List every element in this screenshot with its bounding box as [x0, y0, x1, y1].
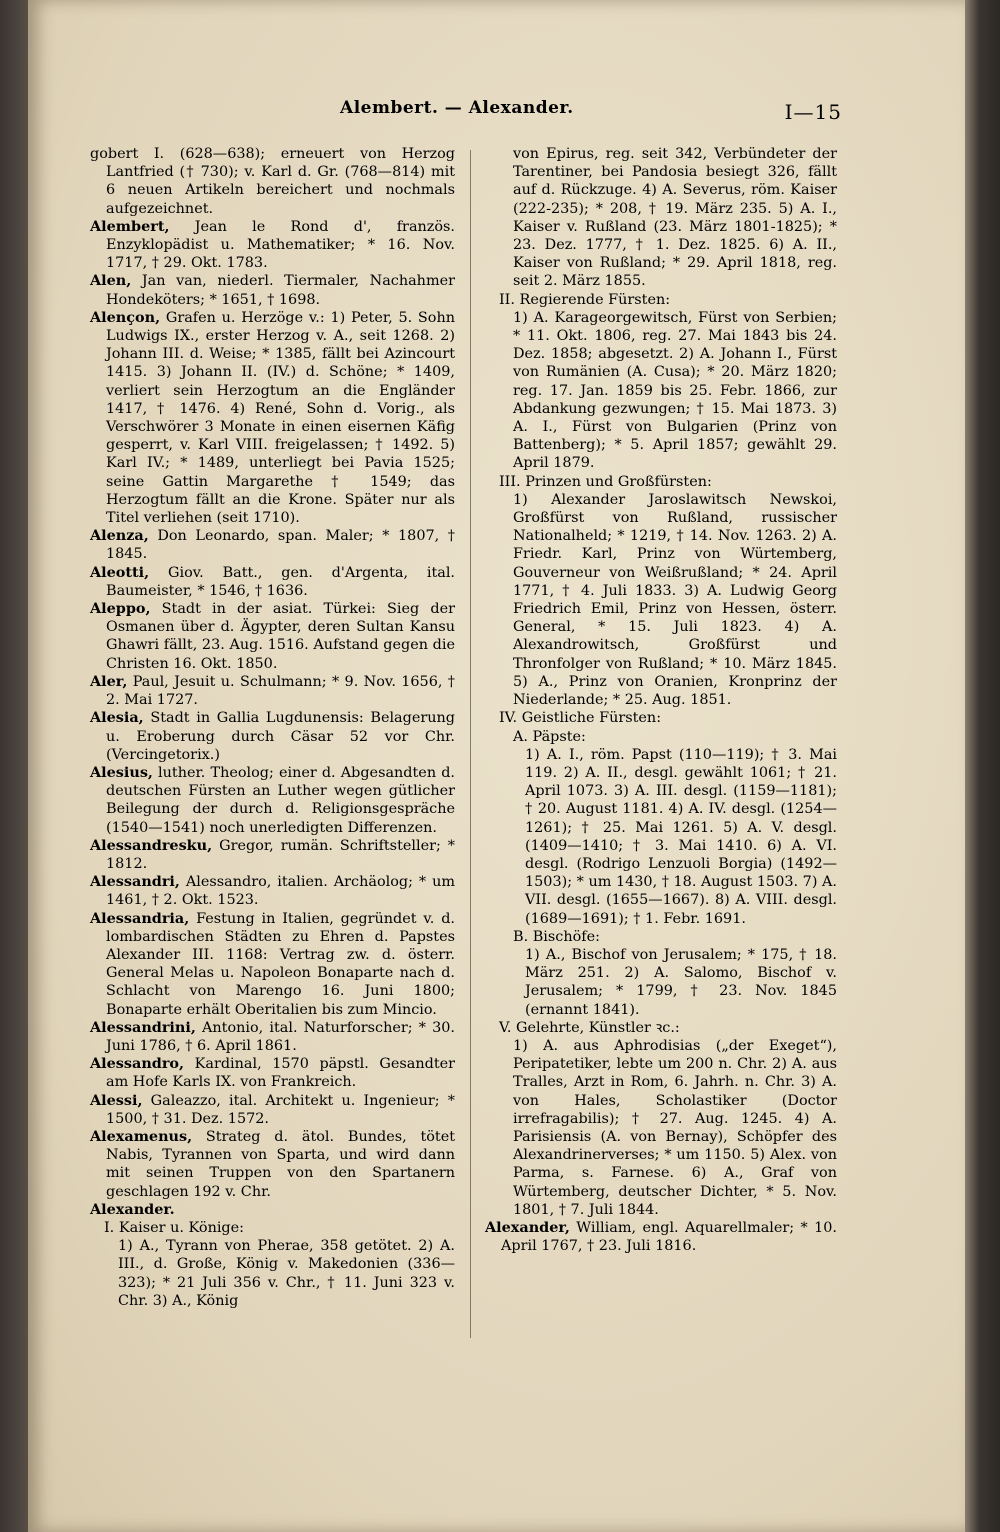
dictionary-entry [485, 291, 837, 309]
entry-text: luther. Theolog; einer d. Abgesandten d. deutschen Fürsten an Luther wegen gütlicher Beilegung der durch d. Religionsgespräche (1540—1541) noch unerledigten Differenzen. [106, 764, 455, 836]
entry-headword: Alexander. [90, 1200, 175, 1218]
entry-headword: Alesius, [90, 763, 153, 781]
entry-text: II. Regierende Fürsten: [499, 291, 671, 308]
dictionary-entry [485, 709, 837, 727]
entry-text: A. Päpste: [513, 728, 586, 745]
entry-headword: Alessi, [90, 1091, 143, 1109]
entry-text: Stadt in Gallia Lugdunensis: Belagerung u. Eroberung durch Cäsar 52 vor Chr. (Vercingetorix.) [106, 710, 455, 763]
entry-text: 1) A. aus Aphrodisias („der Exeget“), Peripatetiker, lebte um 200 n. Chr. 2) A. aus Tralles, Arzt in Rom, 6. Jahrh. n. Chr. 3) A. von Hales, Scholastiker (Doctor irrefragabilis); † 27. Aug. 1245. 4) A. Parisiensis (A. von Bernay), Schöpfer des Alexandrinerverses; * um 1150. 5) Alex. von Parma, s. Farnese. 6) A., Graf von Würtemberg, deutscher Dichter, * 5. Nov. 1801, † 7. Juli 1844. [513, 1037, 837, 1218]
dictionary-entry [485, 1037, 837, 1219]
entry-headword: Alexamenus, [90, 1127, 193, 1145]
right-column [485, 145, 837, 1255]
entry-text: IV. Geistliche Fürsten: [499, 710, 662, 727]
dictionary-entry [485, 928, 837, 946]
book-binding [0, 0, 30, 1532]
dictionary-entry [485, 946, 837, 1019]
entry-text: 1) A. I., röm. Papst (110—119); † 3. Mai 119. 2) A. II., desgl. gewählt 1061; † 21. April 1073. 3) A. III. desgl. (1159—1181); † 20. August 1181. 4) A. IV. desgl. (1254—1261); † 25. Mai 1261. 5) A. V. desgl. (1409—1410; † 3. Mai 1410. 6) A. VI. desgl. (Rodrigo Lenzuoli Borgia) (1492—1503); * um 1430, † 18. August 1503. 7) A. VII. desgl. (1655—1667). 8) A. VIII. desgl. (1689—1691); † 1. Febr. 1691. [525, 746, 837, 927]
entry-text: V. Gelehrte, Künstler ꝛc.: [499, 1019, 680, 1036]
entry-text: Gregor, rumän. Schriftsteller; * 1812. [106, 837, 455, 872]
entry-headword: Alesia, [90, 709, 144, 727]
entry-headword: Alexander, [485, 1218, 570, 1236]
entry-headword: Aleppo, [90, 600, 151, 618]
dictionary-entry [90, 1201, 455, 1219]
dictionary-entry [485, 1019, 837, 1037]
entry-headword: Aleotti, [90, 563, 150, 581]
entry-text: Paul, Jesuit u. Schulmann; * 9. Nov. 1656, † 2. Mai 1727. [106, 673, 455, 709]
dictionary-entry [485, 491, 837, 709]
dictionary-entry [90, 1019, 455, 1055]
dictionary-entry [485, 728, 837, 746]
entry-headword: Alessandro, [90, 1055, 185, 1073]
entry-text: von Epirus, reg. seit 342, Verbündeter der Tarentiner, bei Pandosia besiegt 326, fällt auf d. Rückzuge. 4) A. Severus, röm. Kaiser (222-235); * 208, † 19. März 235. 5) A. I., Kaiser v. Rußland (23. März 1801-1825); * 23. Dez. 1777, † 1. Dez. 1825. 6) A. II., Kaiser von Rußland; * 29. April 1818, reg. seit 2. März 1855. [513, 146, 837, 290]
dictionary-entry [90, 218, 455, 273]
dictionary-entry [485, 309, 837, 473]
page-number: I—15 [784, 100, 842, 124]
entry-text: Grafen u. Herzöge v.: 1) Peter, 5. Sohn Ludwigs IX., erster Herzog v. A., seit 1268. 2) Johann III. d. Weise; * 1385, fällt bei Azincourt 1415. 3) Johann II. (IV.) d. Schöne; * 1409, verliert sein Herzogtum an die Engländer 1417, † 1476. 4) René, Sohn d. Vorig., als Verschwörer 3 Monate in einen eisernen Käfig gesperrt, v. Karl VIII. freigelassen; † 1492. 5) Karl IV.; * 1489, unterliegt bei Pavia 1525; seine Gattin Margarethe † 1549; das Herzogtum fällt an die Krone. Später nur als Titel verliehen (seit 1710). [106, 309, 455, 527]
entry-text: 1) A., Bischof von Jerusalem; * 175, † 18. März 251. 2) A. Salomo, Bischof v. Jerusalem; * 1799, † 23. Nov. 1845 (ernannt 1841). [525, 946, 837, 1018]
page-edge [965, 0, 1000, 1532]
dictionary-entry [90, 1219, 455, 1237]
entry-text: 1) A. Karageorgewitsch, Fürst von Serbien; * 11. Okt. 1806, reg. 27. Mai 1843 bis 24. Dez. 1858; abgesetzt. 2) A. Johann I., Fürst von Rumänien (A. Cusa); * 20. März 1820; reg. 17. Jan. 1859 bis 25. Febr. 1866, zur Abdankung gezwungen; † 15. Mai 1873. 3) A. I., Fürst von Bulgarien (Prinz von Battenberg); * 5. April 1857; gewählt 29. April 1879. [513, 309, 837, 472]
dictionary-entry [90, 873, 455, 909]
entry-text: Galeazzo, ital. Architekt u. Ingenieur; * 1500, † 31. Dez. 1572. [106, 1092, 455, 1127]
running-header [340, 98, 900, 124]
entry-text: gobert I. (628—638); erneuert von Herzog Lantfried († 730); v. Karl d. Gr. (768—814) mit 6 neuen Artikeln bereichert und nochmals aufgezeichnet. [90, 146, 455, 217]
dictionary-entry [90, 910, 455, 1019]
entry-text: Stadt in der asiat. Türkei: Sieg der Osmanen über d. Ägypter, deren Sultan Kansu Ghawri fällt, 23. Aug. 1516. Aufstand gegen die Christen 16. Okt. 1850. [106, 601, 455, 672]
dictionary-entry [90, 145, 455, 218]
dictionary-entry [485, 473, 837, 491]
entry-text: Giov. Batt., gen. d'Argenta, ital. Baumeister, * 1546, † 1636. [106, 564, 455, 599]
dictionary-entry [90, 1237, 455, 1310]
entry-headword: Alembert, [90, 217, 170, 235]
left-column [90, 145, 455, 1310]
entry-text: III. Prinzen und Großfürsten: [499, 473, 712, 490]
entry-headword: Alessandri, [90, 873, 180, 891]
dictionary-entry [90, 709, 455, 764]
dictionary-entry [90, 564, 455, 600]
entry-headword: Alen, [90, 272, 132, 290]
dictionary-entry [90, 1092, 455, 1128]
entry-headword: Alençon, [90, 308, 161, 326]
dictionary-entry [90, 764, 455, 837]
dictionary-entry [90, 1055, 455, 1091]
dictionary-entry [485, 1219, 837, 1255]
entry-text: Jean le Rond d', französ. Enzyklopädist u. Mathematiker; * 16. Nov. 1717, † 29. Okt. 1783. [106, 218, 455, 272]
dictionary-entry [90, 837, 455, 873]
column-divider [470, 150, 471, 1338]
entry-headword: Alessandrini, [90, 1018, 196, 1036]
entry-text: I. Kaiser u. Könige: [104, 1219, 245, 1236]
entry-headword: Alessandria, [90, 909, 190, 927]
entry-text: Strateg d. ätol. Bundes, tötet Nabis, Tyrannen von Sparta, und wird dann mit seinen Truppen von den Spartanern geschlagen 192 v. Chr. [106, 1128, 455, 1200]
dictionary-entry [90, 309, 455, 527]
entry-headword: Alenza, [90, 527, 149, 545]
entry-text: 1) Alexander Jaroslawitsch Newskoi, Großfürst von Rußland, russischer Nationalheld; * 1219, † 14. Nov. 1263. 2) A. Friedr. Karl, Prinz von Würtemberg, Gouverneur von Weißrußland; * 24. April 1771, † 4. Juli 1833. 3) A. Ludwig Georg Friedrich Emil, Prinz von Hessen, österr. General, * 15. Juli 1823. 4) A. Alexandrowitsch, Großfürst und Thronfolger von Rußland; * 10. März 1845. 5) A., Prinz von Oranien, Kronprinz der Niederlande; * 25. Aug. 1851. [513, 491, 837, 709]
entry-text: Antonio, ital. Naturforscher; * 30. Juni 1786, † 6. April 1861. [106, 1019, 455, 1054]
dictionary-entry [90, 1128, 455, 1201]
dictionary-entry [90, 600, 455, 673]
dictionary-entry [90, 527, 455, 563]
entry-text: Alessandro, italien. Archäolog; * um 1461, † 2. Okt. 1523. [106, 874, 455, 909]
entry-text: William, engl. Aquarellmaler; * 10. April 1767, † 23. Juli 1816. [501, 1219, 837, 1255]
entry-headword: Alessandresku, [90, 836, 213, 854]
entry-text: Kardinal, 1570 päpstl. Gesandter am Hofe Karls IX. von Frankreich. [106, 1056, 455, 1091]
dictionary-entry [485, 145, 837, 291]
entry-text: Festung in Italien, gegründet v. d. lombardischen Städten zu Ehren d. Papstes Alexander III. 1168: Vertrag zw. d. österr. General Melas u. Napoleon Bonaparte nach d. Schlacht von Marengo 16. Juni 1800; Bonaparte erhält Oberitalien bis zum Mincio. [106, 910, 455, 1018]
entry-text: B. Bischöfe: [513, 928, 600, 945]
dictionary-entry [90, 673, 455, 709]
entry-text: Jan van, niederl. Tiermaler, Nachahmer Hondeköters; * 1651, † 1698. [106, 273, 455, 308]
entry-text: 1) A., Tyrann von Pherae, 358 getötet. 2) A. III., d. Große, König v. Makedonien (336—323); * 21 Juli 356 v. Chr., † 11. Juni 323 v. Chr. 3) A., König [118, 1238, 455, 1309]
dictionary-entry [485, 746, 837, 928]
dictionary-entry [90, 272, 455, 308]
entry-headword: Aler, [90, 672, 128, 690]
header-title: Alembert. — Alexander. [340, 98, 574, 118]
entry-text: Don Leonardo, span. Maler; * 1807, † 1845. [106, 528, 455, 563]
